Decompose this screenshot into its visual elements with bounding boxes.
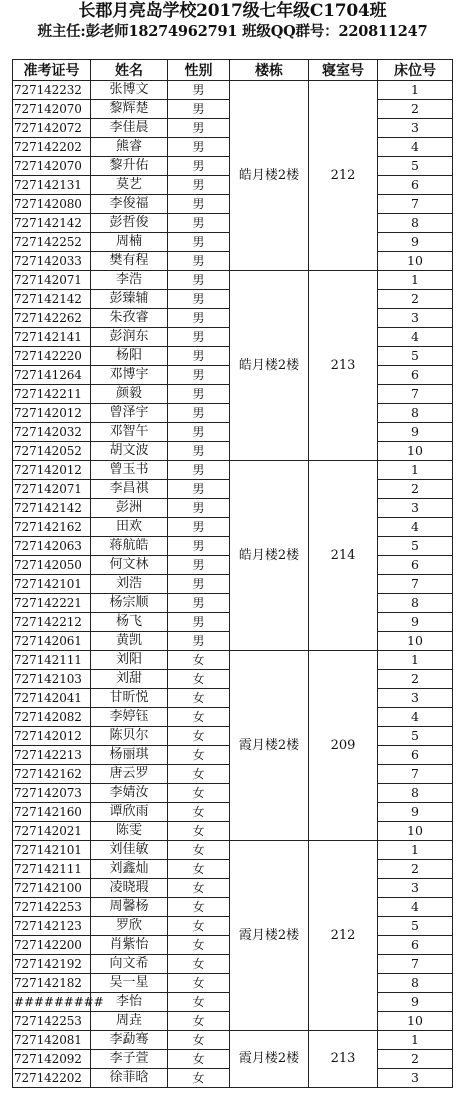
name-cell: 黎辉楚 — [91, 100, 168, 119]
bed-cell: 8 — [378, 214, 453, 233]
exam-id-cell: 727142252 — [13, 233, 91, 252]
exam-id-cell: 727142131 — [13, 176, 91, 195]
name-cell: 曾泽宇 — [91, 404, 168, 423]
exam-id-cell: 727142232 — [13, 81, 91, 100]
gender-cell: 女 — [168, 708, 230, 727]
name-cell: 李浩 — [91, 271, 168, 290]
bed-cell: 6 — [378, 366, 453, 385]
bed-cell: 2 — [378, 290, 453, 309]
gender-cell: 男 — [168, 385, 230, 404]
building-cell: 皓月楼2楼 — [230, 271, 309, 461]
gender-cell: 男 — [168, 81, 230, 100]
gender-cell: 女 — [168, 746, 230, 765]
gender-cell: 男 — [168, 309, 230, 328]
exam-id-cell: 727142103 — [13, 670, 91, 689]
table-row — [13, 1031, 453, 1050]
gender-cell: 男 — [168, 195, 230, 214]
building-cell: 皓月楼2楼 — [230, 461, 309, 651]
name-cell: 李婷钰 — [91, 708, 168, 727]
exam-id-cell: 727142052 — [13, 442, 91, 461]
bed-cell: 1 — [378, 1031, 453, 1050]
bed-cell: 4 — [378, 138, 453, 157]
gender-cell: 女 — [168, 803, 230, 822]
dorm-table — [12, 59, 453, 1088]
name-cell: 杨飞 — [91, 613, 168, 632]
bed-cell: 4 — [378, 518, 453, 537]
bed-cell: 1 — [378, 461, 453, 480]
gender-cell: 男 — [168, 290, 230, 309]
name-cell: 彭臻辅 — [91, 290, 168, 309]
header-room: 寝室号 — [309, 60, 378, 81]
bed-cell: 10 — [378, 822, 453, 841]
building-cell: 霞月楼2楼 — [230, 841, 309, 1031]
name-cell: 张博文 — [91, 81, 168, 100]
table-row — [13, 81, 453, 100]
gender-cell: 女 — [168, 670, 230, 689]
bed-cell: 6 — [378, 176, 453, 195]
bed-cell: 7 — [378, 765, 453, 784]
name-cell: 田欢 — [91, 518, 168, 537]
header-exam-id: 准考证号 — [13, 60, 91, 81]
gender-cell: 女 — [168, 1012, 230, 1031]
name-cell: 李勐骞 — [91, 1031, 168, 1050]
bed-cell: 3 — [378, 879, 453, 898]
exam-id-cell: 727142092 — [13, 1050, 91, 1069]
bed-cell: 4 — [378, 328, 453, 347]
gender-cell: 女 — [168, 784, 230, 803]
name-cell: 朱孜睿 — [91, 309, 168, 328]
exam-id-cell: 727142111 — [13, 651, 91, 670]
bed-cell: 7 — [378, 575, 453, 594]
exam-id-cell: 727142101 — [13, 841, 91, 860]
gender-cell: 男 — [168, 461, 230, 480]
bed-cell: 9 — [378, 613, 453, 632]
room-cell: 209 — [309, 651, 378, 841]
gender-cell: 男 — [168, 632, 230, 651]
bed-cell: 3 — [378, 119, 453, 138]
gender-cell: 女 — [168, 841, 230, 860]
exam-id-cell: 727142202 — [13, 1069, 91, 1088]
bed-cell: 2 — [378, 1050, 453, 1069]
name-cell: 黄凯 — [91, 632, 168, 651]
exam-id-cell: 727142041 — [13, 689, 91, 708]
building-cell: 霞月楼2楼 — [230, 1031, 309, 1088]
exam-id-cell: 727142012 — [13, 404, 91, 423]
bed-cell: 4 — [378, 708, 453, 727]
bed-cell: 3 — [378, 689, 453, 708]
building-cell: 霞月楼2楼 — [230, 651, 309, 841]
gender-cell: 女 — [168, 727, 230, 746]
bed-cell: 8 — [378, 974, 453, 993]
name-cell: 陈雯 — [91, 822, 168, 841]
exam-id-cell: 727142012 — [13, 727, 91, 746]
bed-cell: 7 — [378, 195, 453, 214]
name-cell: 熊睿 — [91, 138, 168, 157]
gender-cell: 女 — [168, 879, 230, 898]
name-cell: 杨丽琪 — [91, 746, 168, 765]
gender-cell: 男 — [168, 613, 230, 632]
gender-cell: 男 — [168, 575, 230, 594]
bed-cell: 2 — [378, 670, 453, 689]
bed-cell: 5 — [378, 347, 453, 366]
exam-id-cell: 727142101 — [13, 575, 91, 594]
gender-cell: 男 — [168, 537, 230, 556]
name-cell: 刘浩 — [91, 575, 168, 594]
exam-id-cell: 727142192 — [13, 955, 91, 974]
name-cell: 刘甜 — [91, 670, 168, 689]
exam-id-cell: 727142142 — [13, 290, 91, 309]
name-cell: 吴一星 — [91, 974, 168, 993]
bed-cell: 5 — [378, 727, 453, 746]
gender-cell: 女 — [168, 860, 230, 879]
name-cell: 向文希 — [91, 955, 168, 974]
name-cell: 樊有程 — [91, 252, 168, 271]
gender-cell: 男 — [168, 594, 230, 613]
name-cell: 刘佳敏 — [91, 841, 168, 860]
name-cell: 谭欣雨 — [91, 803, 168, 822]
gender-cell: 男 — [168, 404, 230, 423]
exam-id-cell: 727142111 — [13, 860, 91, 879]
name-cell: 罗欣 — [91, 917, 168, 936]
exam-id-cell: ######### — [13, 993, 91, 1012]
bed-cell: 10 — [378, 632, 453, 651]
bed-cell: 5 — [378, 537, 453, 556]
bed-cell: 10 — [378, 1012, 453, 1031]
exam-id-cell: 727142012 — [13, 461, 91, 480]
exam-id-cell: 727142073 — [13, 784, 91, 803]
gender-cell: 女 — [168, 898, 230, 917]
bed-cell: 5 — [378, 157, 453, 176]
gender-cell: 女 — [168, 765, 230, 784]
name-cell: 李昌祺 — [91, 480, 168, 499]
name-cell: 周垚 — [91, 1012, 168, 1031]
exam-id-cell: 727142220 — [13, 347, 91, 366]
name-cell: 彭哲俊 — [91, 214, 168, 233]
bed-cell: 1 — [378, 651, 453, 670]
gender-cell: 女 — [168, 689, 230, 708]
bed-cell: 8 — [378, 784, 453, 803]
gender-cell: 男 — [168, 252, 230, 271]
exam-id-cell: 727142081 — [13, 1031, 91, 1050]
bed-cell: 3 — [378, 1069, 453, 1088]
name-cell: 甘昕悦 — [91, 689, 168, 708]
room-cell: 213 — [309, 1031, 378, 1088]
name-cell: 李婧汝 — [91, 784, 168, 803]
exam-id-cell: 727142142 — [13, 499, 91, 518]
bed-cell: 8 — [378, 594, 453, 613]
room-cell: 213 — [309, 271, 378, 461]
name-cell: 李子萱 — [91, 1050, 168, 1069]
exam-id-cell: 727142032 — [13, 423, 91, 442]
name-cell: 陈贝尔 — [91, 727, 168, 746]
gender-cell: 男 — [168, 480, 230, 499]
bed-cell: 10 — [378, 252, 453, 271]
name-cell: 李佳晨 — [91, 119, 168, 138]
exam-id-cell: 727142082 — [13, 708, 91, 727]
header-gender: 性别 — [168, 60, 230, 81]
exam-id-cell: 727142211 — [13, 385, 91, 404]
name-cell: 刘鑫灿 — [91, 860, 168, 879]
gender-cell: 女 — [168, 1050, 230, 1069]
header-building: 楼栋 — [230, 60, 309, 81]
building-cell: 皓月楼2楼 — [230, 81, 309, 271]
name-cell: 刘阳 — [91, 651, 168, 670]
exam-id-cell: 727142063 — [13, 537, 91, 556]
gender-cell: 男 — [168, 176, 230, 195]
document-subtitle: 班主任:彭老师18274962791 班级QQ群号：220811247 — [37, 23, 428, 40]
table-header — [13, 60, 453, 81]
exam-id-cell: 727142221 — [13, 594, 91, 613]
exam-id-cell: 727142200 — [13, 936, 91, 955]
bed-cell: 9 — [378, 233, 453, 252]
exam-id-cell: 727142071 — [13, 480, 91, 499]
exam-id-cell: 727142162 — [13, 518, 91, 537]
name-cell: 李俊福 — [91, 195, 168, 214]
exam-id-cell: 727142160 — [13, 803, 91, 822]
bed-cell: 9 — [378, 803, 453, 822]
exam-id-cell: 727142061 — [13, 632, 91, 651]
gender-cell: 女 — [168, 822, 230, 841]
name-cell: 邓博宇 — [91, 366, 168, 385]
name-cell: 周馨杨 — [91, 898, 168, 917]
bed-cell: 9 — [378, 423, 453, 442]
name-cell: 曾玉书 — [91, 461, 168, 480]
table-body — [13, 81, 453, 1088]
name-cell: 邓智午 — [91, 423, 168, 442]
exam-id-cell: 727142262 — [13, 309, 91, 328]
exam-id-cell: 727142100 — [13, 879, 91, 898]
bed-cell: 7 — [378, 955, 453, 974]
bed-cell: 2 — [378, 100, 453, 119]
gender-cell: 女 — [168, 993, 230, 1012]
exam-id-cell: 727142141 — [13, 328, 91, 347]
name-cell: 蒋航皓 — [91, 537, 168, 556]
exam-id-cell: 727142033 — [13, 252, 91, 271]
table-row — [13, 841, 453, 860]
gender-cell: 男 — [168, 233, 230, 252]
name-cell: 杨阳 — [91, 347, 168, 366]
table-row — [13, 461, 453, 480]
bed-cell: 3 — [378, 309, 453, 328]
bed-cell: 6 — [378, 936, 453, 955]
name-cell: 凌晓瑕 — [91, 879, 168, 898]
name-cell: 杨宗顺 — [91, 594, 168, 613]
name-cell: 唐云罗 — [91, 765, 168, 784]
header-row — [13, 60, 453, 81]
bed-cell: 6 — [378, 556, 453, 575]
bed-cell: 1 — [378, 841, 453, 860]
room-cell: 212 — [309, 841, 378, 1031]
gender-cell: 女 — [168, 917, 230, 936]
gender-cell: 男 — [168, 214, 230, 233]
gender-cell: 男 — [168, 100, 230, 119]
gender-cell: 男 — [168, 499, 230, 518]
exam-id-cell: 727142071 — [13, 271, 91, 290]
exam-id-cell: 727142182 — [13, 974, 91, 993]
document-title: 长郡月亮岛学校2017级七年级C1704班 — [78, 1, 387, 21]
exam-id-cell: 727142213 — [13, 746, 91, 765]
gender-cell: 男 — [168, 271, 230, 290]
gender-cell: 女 — [168, 1031, 230, 1050]
name-cell: 颜毅 — [91, 385, 168, 404]
bed-cell: 2 — [378, 480, 453, 499]
gender-cell: 男 — [168, 328, 230, 347]
gender-cell: 男 — [168, 119, 230, 138]
name-cell: 莫艺 — [91, 176, 168, 195]
exam-id-cell: 727142072 — [13, 119, 91, 138]
bed-cell: 2 — [378, 860, 453, 879]
gender-cell: 女 — [168, 936, 230, 955]
header-name: 姓名 — [91, 60, 168, 81]
exam-id-cell: 727142021 — [13, 822, 91, 841]
room-cell: 212 — [309, 81, 378, 271]
exam-id-cell: 727142212 — [13, 613, 91, 632]
header-bed: 床位号 — [378, 60, 453, 81]
gender-cell: 男 — [168, 518, 230, 537]
gender-cell: 男 — [168, 157, 230, 176]
exam-id-cell: 727141264 — [13, 366, 91, 385]
bed-cell: 5 — [378, 917, 453, 936]
name-cell: 彭洲 — [91, 499, 168, 518]
exam-id-cell: 727142080 — [13, 195, 91, 214]
bed-cell: 8 — [378, 404, 453, 423]
name-cell: 肖紫怡 — [91, 936, 168, 955]
exam-id-cell: 727142253 — [13, 1012, 91, 1031]
exam-id-cell: 727142050 — [13, 556, 91, 575]
bed-cell: 1 — [378, 81, 453, 100]
gender-cell: 女 — [168, 955, 230, 974]
exam-id-cell: 727142070 — [13, 157, 91, 176]
table-row — [13, 651, 453, 670]
bed-cell: 3 — [378, 499, 453, 518]
gender-cell: 男 — [168, 423, 230, 442]
gender-cell: 女 — [168, 651, 230, 670]
exam-id-cell: 727142070 — [13, 100, 91, 119]
exam-id-cell: 727142162 — [13, 765, 91, 784]
bed-cell: 4 — [378, 898, 453, 917]
name-cell: 何文林 — [91, 556, 168, 575]
exam-id-cell: 727142253 — [13, 898, 91, 917]
bed-cell: 10 — [378, 442, 453, 461]
exam-id-cell: 727142142 — [13, 214, 91, 233]
name-cell: 徐菲晗 — [91, 1069, 168, 1088]
bed-cell: 1 — [378, 271, 453, 290]
table-row — [13, 271, 453, 290]
bed-cell: 9 — [378, 993, 453, 1012]
gender-cell: 男 — [168, 347, 230, 366]
name-cell: 周楠 — [91, 233, 168, 252]
gender-cell: 男 — [168, 442, 230, 461]
gender-cell: 男 — [168, 138, 230, 157]
gender-cell: 男 — [168, 366, 230, 385]
gender-cell: 女 — [168, 1069, 230, 1088]
room-cell: 214 — [309, 461, 378, 651]
name-cell: 胡文波 — [91, 442, 168, 461]
gender-cell: 女 — [168, 974, 230, 993]
name-cell: 彭润东 — [91, 328, 168, 347]
bed-cell: 6 — [378, 746, 453, 765]
name-cell: 黎升佑 — [91, 157, 168, 176]
name-cell: 李怡 — [91, 993, 168, 1012]
gender-cell: 男 — [168, 556, 230, 575]
bed-cell: 7 — [378, 385, 453, 404]
exam-id-cell: 727142123 — [13, 917, 91, 936]
exam-id-cell: 727142202 — [13, 138, 91, 157]
